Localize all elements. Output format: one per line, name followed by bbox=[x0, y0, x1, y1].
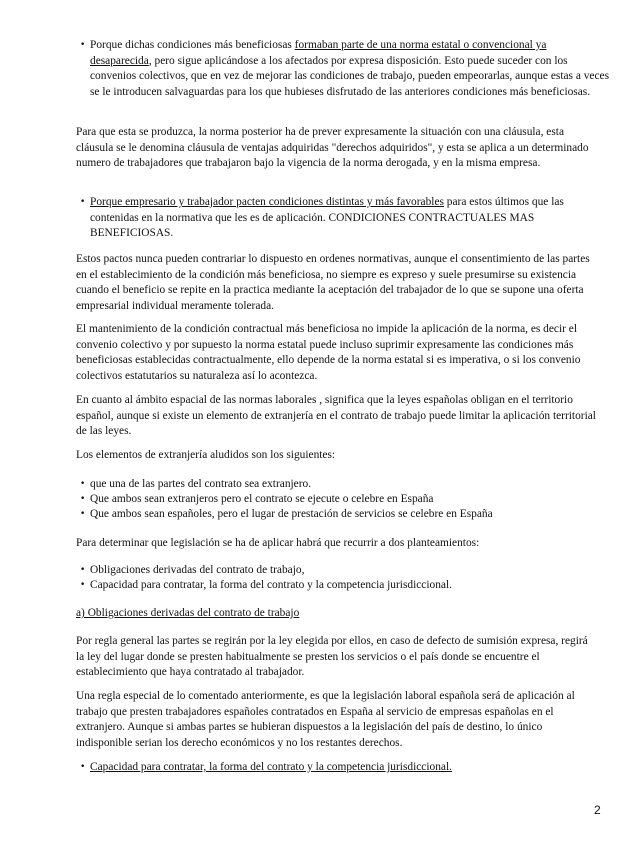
paragraph-mantenimiento: El mantenimiento de la condición contractual más beneficiosa no impide la aplicación de la norma, es decir el convenio colectivo y por supuesto la norma estatal puede incluso suprimir expresamente las condiciones más beneficiosas establecidas contractualmente, ello depende de la norma estatal si es imperativa, o si los convenio colectivos estatutarios su naturaleza así lo acontezca. bbox=[76, 323, 581, 382]
bullet-item-condiciones-desaparecidas bbox=[80, 38, 610, 100]
bullet2-text-end: para estos últimos que las contenidas en la normativa que les es de aplicación. CONDICIONES CONTRACTUALES MAS BENEFICIOSAS. bbox=[90, 196, 564, 240]
section-heading-obligaciones: a) Obligaciones derivadas del contrato de trabajo bbox=[76, 607, 300, 619]
bullet-item-capacidad-contratar: • Capacidad para contratar, la forma del contrato y la competencia jurisdiccional. bbox=[80, 760, 610, 776]
paragraph-clausula-ventajas: Para que esta se produzca, la norma posterior ha de prever expresamente la situación con una cláusula, esta cláusula se le denomina cláusula de ventajas adquiridas "derechos adquiridos", y esta se aplica a un determinado numero de trabajadores que trabajaron bajo la vigencia de la norma derogada, y en la misma empresa. bbox=[76, 126, 589, 170]
list-item: • Que ambos sean extranjeros pero el contrato se ejecute o celebre en España bbox=[80, 492, 610, 508]
bullet1-text-end: , pero sigue aplicándose a los afectados por expresa disposición. Esto puede suceder con los convenios colectivos, que en vez de mejorar las condiciones de trabajo, pueden empeorarlas, aunque estas a veces se le introducen salvaguardas para los que hubieses disfrutado de las anteriores condiciones más beneficiosas. bbox=[90, 54, 610, 98]
page-number: 2 bbox=[594, 803, 601, 817]
list-item: • Obligaciones derivadas del contrato de trabajo, bbox=[80, 563, 610, 579]
bullet2-underlined-phrase: Porque empresario y trabajador pacten condiciones distintas y más favorables bbox=[90, 196, 444, 208]
paragraph-regla-especial: Una regla especial de lo comentado anteriormente, es que la legislación laboral española será de aplicación al trabajo que presten trabajadores españoles contratados en España al servicio de empresas españolas en el extranjero. Aunque si ambas partes se hubieran dispuestos a la legislación del país de destino, lo único indisponible serian los derecho económicos y no los restantes derechos. bbox=[76, 690, 575, 749]
paragraph-planteamientos: Para determinar que legislación se ha de aplicar habrá que recurrir a dos planteamientos: bbox=[76, 537, 480, 549]
bullet-item-pacto-empresario bbox=[80, 195, 610, 242]
paragraph-elementos-intro: Los elementos de extranjería aludidos son los siguientes: bbox=[76, 449, 336, 461]
paragraph-regla-general: Por regla general las partes se regirán por la ley elegida por ellos, en caso de defecto de sumisión expresa, regirá la ley del lugar donde se presten habitualmente se presten los servicios o el país donde se encuentre el establecimiento que haya contratado al trabajador. bbox=[76, 635, 588, 679]
paragraph-pactos: Estos pactos nunca pueden contrariar lo dispuesto en ordenes normativas, aunque el consentimiento de las partes en el establecimiento de la condición más beneficiosa, no siempre es expreso y suele presumirse su existencia cuando el beneficio se repite en la practica mediante la aceptación del trabajador de lo que se supone una oferta empresarial individual meramente tolerada. bbox=[76, 253, 590, 312]
bullet1-underlined-phrase: formaban parte de una norma estatal o convencional ya desaparecida bbox=[90, 39, 547, 67]
list-item: • Capacidad para contratar, la forma del contrato y la competencia jurisdiccional. bbox=[80, 578, 610, 594]
list-item: • que una de las partes del contrato sea extranjero. bbox=[80, 477, 610, 493]
list-item: • Que ambos sean españoles, pero el lugar de prestación de servicios se celebre en España bbox=[80, 507, 610, 523]
bullet1-text-start: Porque dichas condiciones más beneficiosas bbox=[90, 39, 295, 51]
paragraph-ambito-espacial: En cuanto al ámbito espacial de las normas laborales , significa que la leyes españolas obligan en el territorio español, aunque si existe un elemento de extranjería en el contrato de trabajo puede limitar la aplicación territorial de las leyes. bbox=[76, 394, 596, 438]
